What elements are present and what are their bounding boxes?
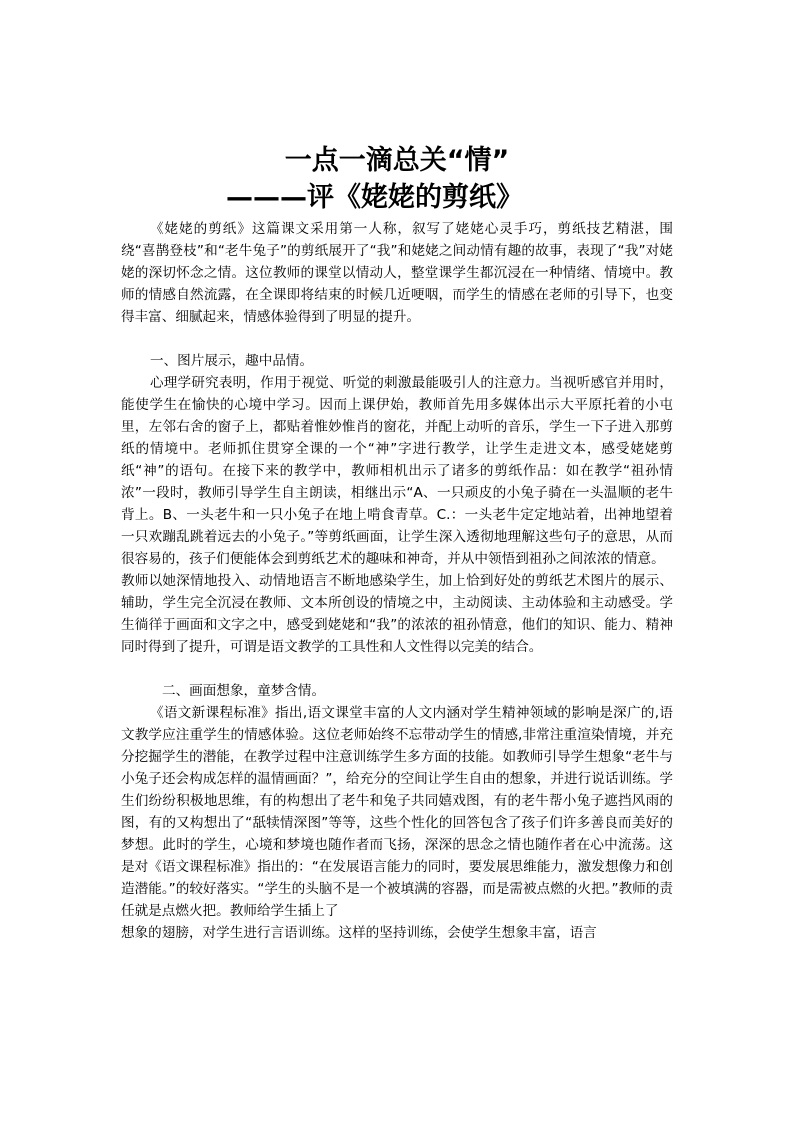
paragraph-gap [121, 658, 673, 680]
section2-paragraph-2: 想象的翅膀，对学生进行言语训练。这样的坚持训练，会使学生想象丰富，语言 [121, 925, 597, 941]
doc-subtitle: ———评《姥姥的剪纸》 [226, 182, 523, 213]
section-heading-1: 一、图片展示，趣中品情。 [150, 353, 314, 369]
intro-paragraph: 《姥姥的剪纸》这篇课文采用第一人称，叙写了姥姥心灵手巧，剪纸技艺精湛，围绕“喜鹊登枝”和“老牛兔子”的剪纸展开了“我”和姥姥之间动情有趣的故事，表现了“我”对姥姥的深切怀念之情。这位教师的课堂以情动人，整堂课学生都沉浸在一种情绪、情境中。教师的情感自然流露，在全课即将结束的时候几近哽咽，而学生的情感在老师的引导下，也变得丰富、细腻起来，情感体验得到了明显的提升。 [121, 221, 673, 325]
section1-paragraph-2: 教师以她深情地投入、动情地语言不断地感染学生，加上恰到好处的剪纸艺术图片的展示、辅助，学生完全沉浸在教师、文本所创设的情境之中，主动阅读、主动体验和主动感受。学生徜徉于画面和文字之中，感受到姥姥和“我”的浓浓的祖孙情意，他们的知识、能力、精神同时得到了提升，可谓是语文教学的工具性和人文性得以完美的结合。 [121, 573, 673, 655]
section2-paragraph-1: 《语文新课程标准》指出,语文课堂丰富的人文内涵对学生精神领域的影响是深广的,语文教学应注重学生的情感体验。这位老师始终不忘带动学生的情感,非常注重渲染情境，并充分挖掘学生的潜能，在教学过程中注意训练学生多方面的技能。如教师引导学生想象“老牛与小兔子还会构成怎样的温情画面？”，给充分的空间让学生自由的想象，并进行说话训练。学生们纷纷积极地思维，有的构想出了老牛和兔子共同嬉戏图，有的老牛帮小兔子遮挡风雨的图，有的又构想出了“舐犊情深图”等等，这些个性化的回答包含了孩子们许多善良而美好的梦想。此时的学生，心境和梦境也随作者而飞扬，深深的思念之情也随作者在心中流荡。这是对《语文课程标准》指出的：“在发展语言能力的同时，要发展思维能力，激发想像力和创造潜能。”的较好落实。“学生的头脑不是一个被填满的容器，而是需被点燃的火把。”教师的责任就是点燃火把。教师给学生插上了 [121, 705, 673, 919]
doc-title: 一点一滴总关“情” [284, 145, 510, 176]
paragraph-gap [121, 328, 673, 350]
section-heading-2: 二、画面想象，童梦含情。 [162, 683, 326, 699]
doc-body [121, 218, 673, 944]
section1-paragraph-1: 心理学研究表明，作用于视觉、听觉的刺激最能吸引人的注意力。当视听感官并用时，能使学生在愉快的心境中学习。因而上课伊始，教师首先用多媒体出示大平原托着的小屯里，左邻右舍的窗子上，都贴着惟妙惟肖的窗花，并配上动听的音乐，学生一下子进入那剪纸的情境中。老师抓住贯穿全课的一个“神”字进行教学，让学生走进文本，感受姥姥剪纸“神”的语句。在接下来的教学中，教师相机出示了诸多的剪纸作品：如在教学“祖孙情浓”一段时，教师引导学生自主朗读，相继出示“A、一只顽皮的小兔子骑在一头温顺的老牛背上。B、一头老牛和一只小兔子在地上啃食青草。C.：一头老牛定定地站着，出神地望着一只欢蹦乱跳着远去的小兔子。”等剪纸画面，让学生深入透彻地理解这些句子的意思，从而很容易的，孩子们便能体会到剪纸艺术的趣味和神奇，并从中领悟到祖孙之间浓浓的情意。 [121, 375, 673, 567]
